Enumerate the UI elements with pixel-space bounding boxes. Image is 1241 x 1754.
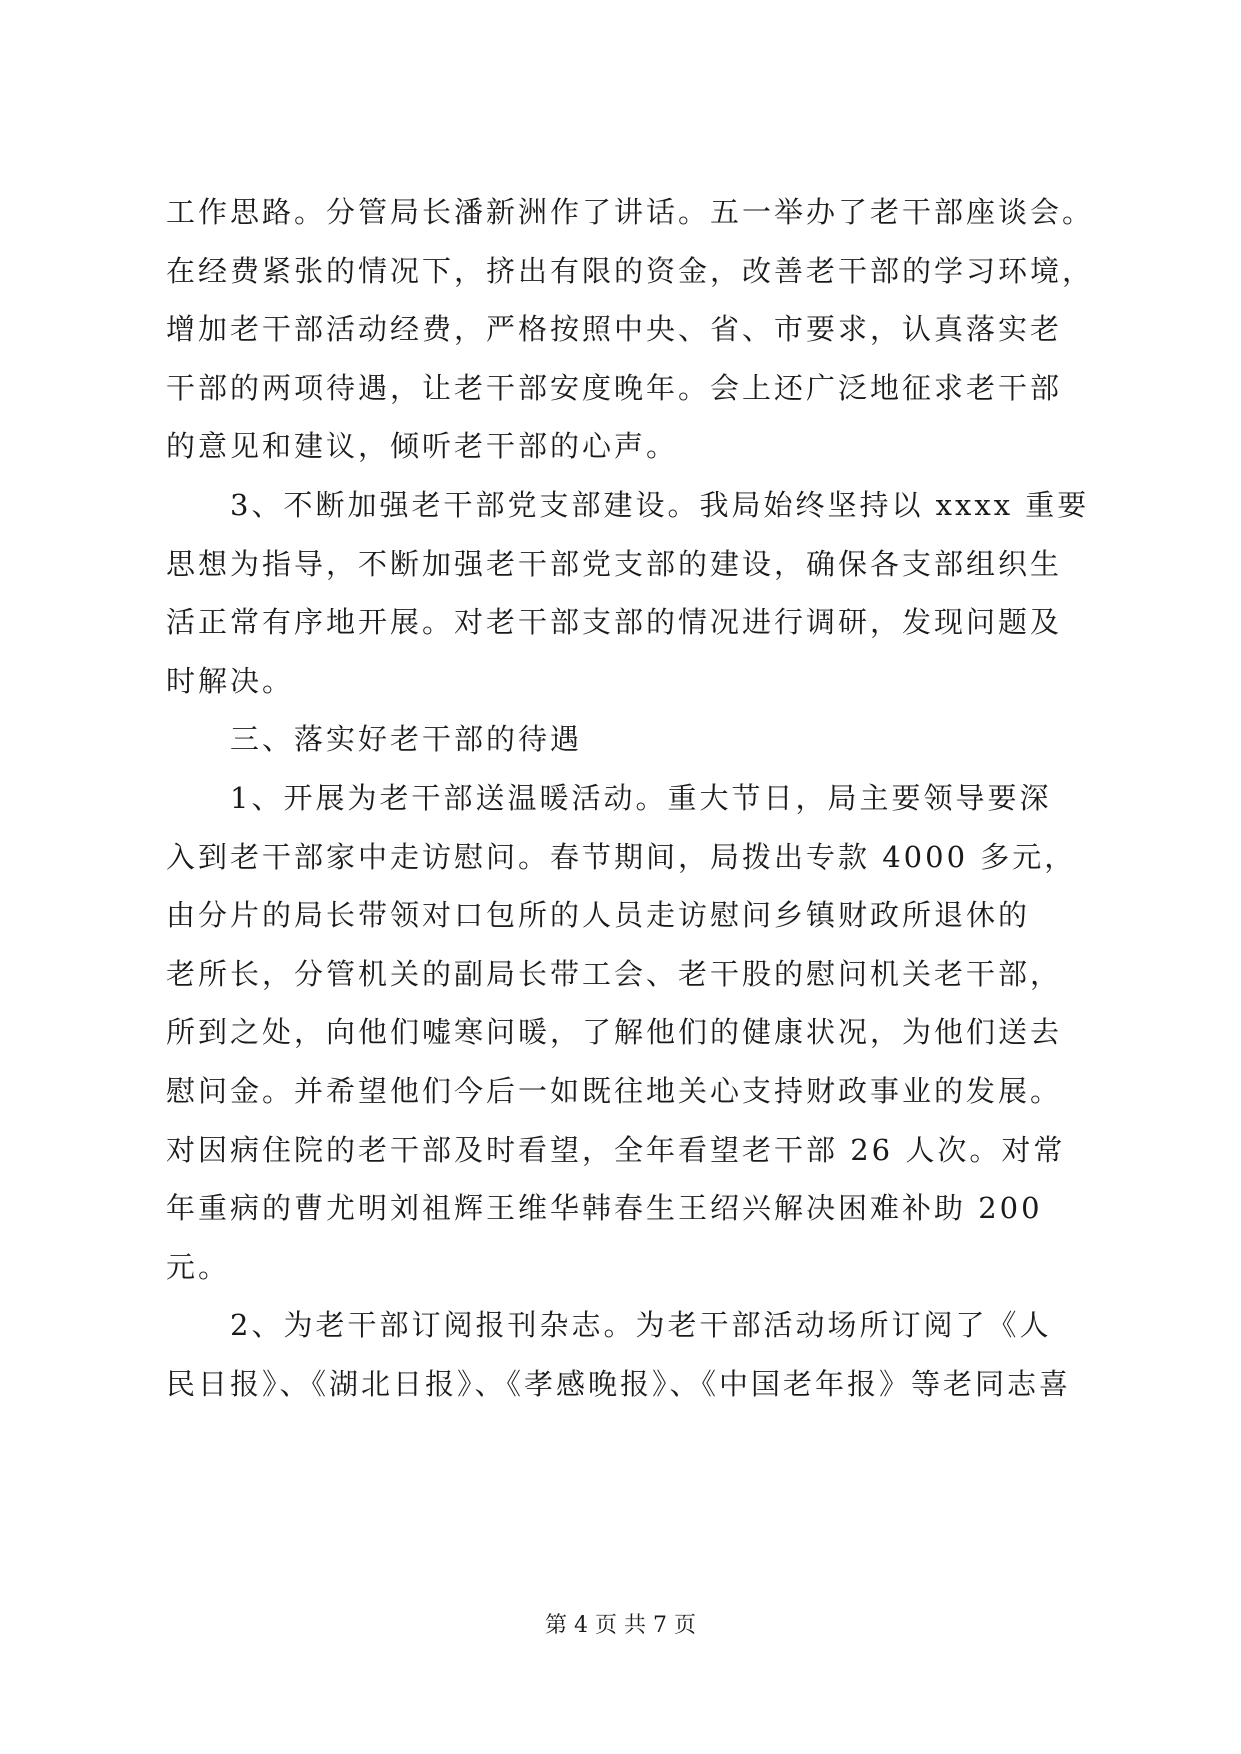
text-line: 所到之处，向他们嘘寒问暖，了解他们的健康状况，为他们送去 — [166, 1015, 1063, 1050]
text-line: 对因病住院的老干部及时看望，全年看望老干部 26 人次。对常 — [166, 1132, 1066, 1167]
text-line: 由分片的局长带领对口包所的人员走访慰问乡镇财政所退休的 — [166, 898, 1031, 933]
paragraph-start-line: 1、开展为老干部送温暖活动。重大节日，局主要领导要深 — [230, 780, 1052, 815]
text-line: 工作思路。分管局长潘新洲作了讲话。五一举办了老干部座谈会。 — [166, 195, 1095, 229]
text-line: 元。 — [166, 1249, 231, 1284]
paragraph-start-line: 3、不断加强老干部党支部建设。我局始终坚持以 xxxx 重要 — [230, 487, 1090, 522]
text-line: 时解决。 — [166, 663, 295, 698]
text-line: 思想为指导，不断加强老干部党支部的建设，确保各支部组织生 — [166, 546, 1063, 581]
text-line: 民日报》、《湖北日报》、《孝感晚报》、《中国老年报》等老同志喜 — [166, 1366, 1072, 1401]
text-line: 活正常有序地开展。对老干部支部的情况进行调研，发现问题及 — [166, 605, 1063, 640]
document-body — [166, 183, 1096, 1413]
paragraph-start-line: 2、为老干部订阅报刊杂志。为老干部活动场所订阅了《人 — [230, 1308, 1052, 1343]
text-line: 慰问金。并希望他们今后一如既往地关心支持财政事业的发展。 — [166, 1073, 1063, 1108]
text-line: 老所长，分管机关的副局长带工会、老干股的慰问机关老干部， — [166, 956, 1063, 991]
text-line: 增加老干部活动经费，严格按照中央、省、市要求，认真落实老 — [166, 312, 1063, 347]
text-line: 入到老干部家中走访慰问。春节期间，局拨出专款 4000 多元， — [166, 839, 1077, 874]
section-heading: 三、落实好老干部的待遇 — [230, 722, 583, 757]
page-number-footer: 第 4 页 共 7 页 — [545, 1613, 696, 1638]
text-line: 干部的两项待遇，让老干部安度晚年。会上还广泛地征求老干部 — [166, 370, 1063, 405]
text-line: 的意见和建议，倾听老干部的心声。 — [166, 429, 679, 464]
text-line: 在经费紧张的情况下，挤出有限的资金，改善老干部的学习环境， — [166, 253, 1095, 288]
text-line: 年重病的曹尤明刘祖辉王维华韩春生王绍兴解决困难补助 200 — [166, 1191, 1043, 1226]
